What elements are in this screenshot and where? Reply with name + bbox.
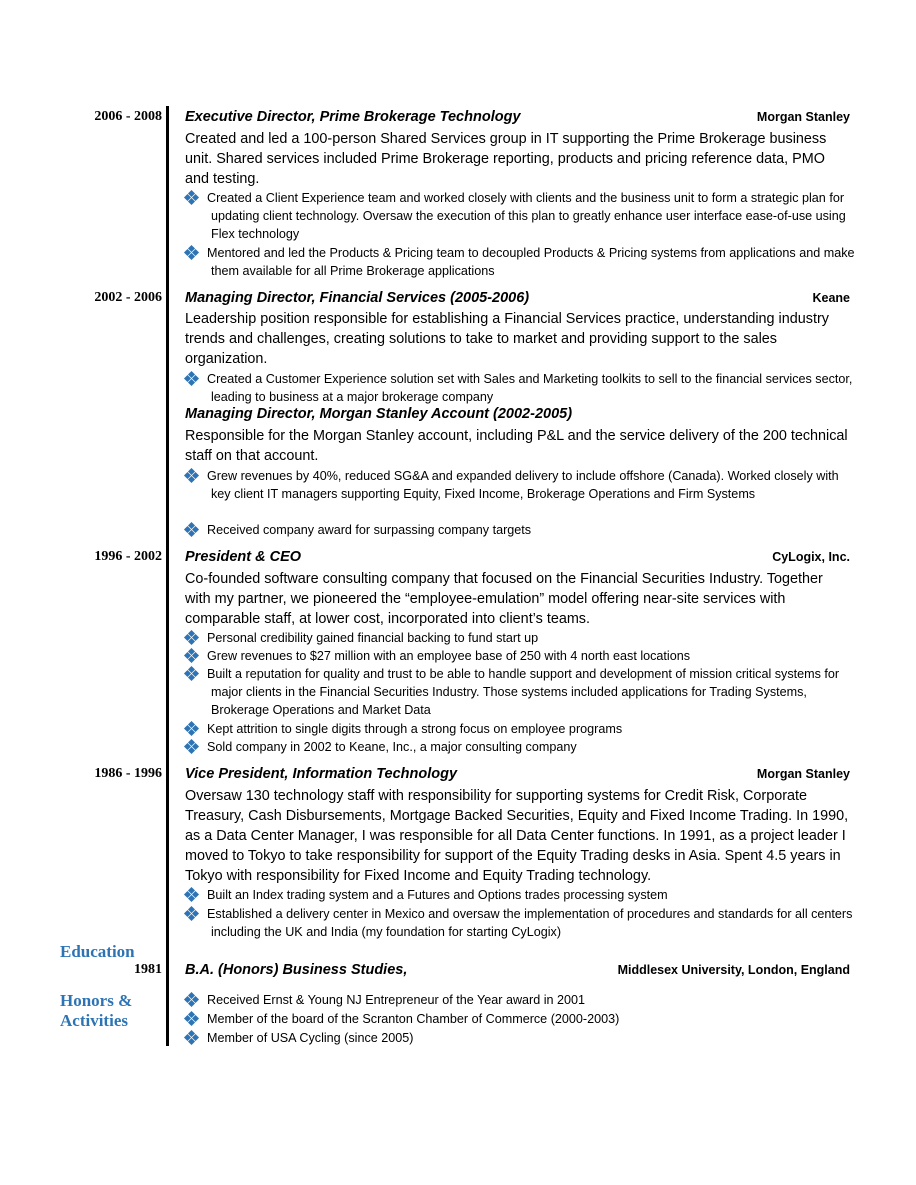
diamond-bullet-icon [185, 631, 199, 645]
diamond-bullet-icon [185, 907, 199, 921]
job-title: Vice President, Information Technology [185, 766, 458, 782]
diamond-bullet-icon [185, 888, 199, 902]
diamond-bullet-icon [185, 1012, 199, 1026]
education-degree: B.A. (Honors) Business Studies, [185, 962, 408, 978]
job-org: Morgan Stanley [756, 767, 850, 781]
list-item: Mentored and led the Products & Pricing team to decoupled Products & Pricing systems from applications and make them available for all Prime Brokerage applications [185, 244, 855, 280]
job-title: Managing Director, Financial Services (2005-2006) [185, 290, 530, 306]
list-item: Sold company in 2002 to Keane, Inc., a major consulting company [185, 738, 855, 756]
job-dates: 2002 - 2006 [94, 290, 162, 305]
education-school: Middlesex University, London, England [617, 963, 850, 977]
job-description-secondary: Responsible for the Morgan Stanley account, including P&L and the service delivery of the 200 technical staff on that account. [185, 428, 848, 464]
job-title-secondary: Managing Director, Morgan Stanley Account (2002-2005) [185, 406, 573, 422]
section-heading-honors: Honors & Activities [60, 991, 133, 1030]
list-item: Personal credibility gained financial backing to fund start up [185, 629, 855, 647]
job-org: CyLogix, Inc. [772, 550, 850, 564]
diamond-bullet-icon [185, 649, 199, 663]
job-description: Co-founded software consulting company that focused on the Financial Securities Industry. Together with my partner, we pioneered the “employee-emulation” model offering near-site services with comparable staff, at lower cost, incorporated into client’s teams. [185, 571, 823, 627]
diamond-bullet-icon [185, 740, 199, 754]
job-dates: 2006 - 2008 [94, 109, 162, 124]
job-title: Executive Director, Prime Brokerage Technology [185, 109, 521, 125]
list-item: Received company award for surpassing company targets [185, 521, 855, 539]
list-item: Created a Customer Experience solution set with Sales and Marketing toolkits to sell to the financial services sector, leading to business at a major brokerage company [185, 370, 855, 406]
list-item: Created a Client Experience team and worked closely with clients and the business unit to form a strategic plan for updating client technology. Oversaw the execution of this plan to greatly enhance user interface ease-of-use using Flex technology [185, 189, 855, 244]
job-org: Morgan Stanley [756, 110, 850, 124]
list-item: Member of USA Cycling (since 2005) [185, 1029, 855, 1047]
job-dates: 1996 - 2002 [94, 549, 162, 564]
diamond-bullet-icon [185, 191, 199, 205]
job-dates: 1986 - 1996 [94, 766, 162, 781]
list-item: Built a reputation for quality and trust to be able to handle support and development of mission critical systems for major clients in the Financial Securities Industry. Those systems included applications for Trading Systems, Brokerage Operations and Market Data [185, 665, 855, 720]
section-heading-education: Education [60, 942, 135, 961]
list-item: Received Ernst & Young NJ Entrepreneur of the Year award in 2001 [185, 991, 855, 1009]
diamond-bullet-icon [185, 372, 199, 386]
list-item: Member of the board of the Scranton Chamber of Commerce (2000-2003) [185, 1010, 855, 1028]
diamond-bullet-icon [185, 1031, 199, 1045]
list-item: Kept attrition to single digits through a strong focus on employee programs [185, 720, 855, 738]
diamond-bullet-icon [185, 993, 199, 1007]
diamond-bullet-icon [185, 469, 199, 483]
diamond-bullet-icon [185, 667, 199, 681]
job-description: Leadership position responsible for establishing a Financial Services practice, understanding industry trends and challenges, creating solutions to take to market and providing support to the sales organization. [185, 311, 829, 367]
job-org: Keane [812, 291, 850, 305]
job-title: President & CEO [185, 549, 302, 565]
list-item: Grew revenues to $27 million with an employee base of 250 with 4 north east locations [185, 647, 855, 665]
job-description: Oversaw 130 technology staff with responsibility for supporting systems for Credit Risk, Corporate Treasury, Cash Disbursements, Mortgage Backed Securities, Equity and Fixed Income Trading. In 1990, as a Data Center Manager, I was responsible for all Data Center functions. In 1991, as a project leader I moved to Tokyo to take responsibility for support of the Equity Trading desks in Asia. Spent 4.5 years in Tokyo with responsibility for Fixed Income and Equity Trading technology. [185, 788, 849, 884]
job-description: Created and led a 100-person Shared Services group in IT supporting the Prime Brokerage business unit. Shared services included Prime Brokerage reporting, products and pricing reference data, PMO and testing. [185, 131, 827, 187]
diamond-bullet-icon [185, 722, 199, 736]
education-year: 1981 [134, 962, 162, 977]
diamond-bullet-icon [185, 523, 199, 537]
diamond-bullet-icon [185, 246, 199, 260]
list-item: Established a delivery center in Mexico and oversaw the implementation of procedures and standards for all centers including the UK and India (my foundation for starting CyLogix) [185, 905, 855, 941]
list-item: Built an Index trading system and a Futures and Options trades processing system [185, 886, 855, 904]
list-item: Grew revenues by 40%, reduced SG&A and expanded delivery to include offshore (Canada). Worked closely with key client IT managers supporting Equity, Fixed Income, Brokerage Operations and Firm Systems [185, 467, 855, 503]
vertical-rule [166, 106, 169, 1046]
